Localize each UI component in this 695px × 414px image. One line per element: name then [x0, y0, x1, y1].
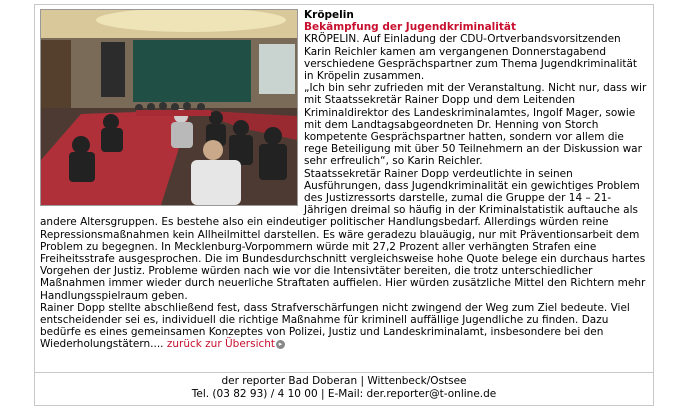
article-kicker: Kröpelin: [304, 9, 354, 21]
footer-divider: [35, 372, 653, 373]
article-body: [40, 9, 648, 351]
footer: [35, 375, 653, 401]
article-photo: [40, 9, 298, 206]
arrow-circle-icon[interactable]: ▸: [276, 340, 285, 349]
article-paragraph: „Ich bin sehr zufrieden mit der Veranstaltung. Nicht nur, dass wir mit Staatssekretär Rainer Dopp und dem Leitenden Kriminaldirektor des Landeskriminalamtes, Ingolf Mager, sowie mit dem Landtagsabgeordneten Dr. Henning von Storch kompetente Gesprächspartner hatten, sondern vor allem die rege Beteiligung mit über 50 Teilnehmern an der Diskussion war sehr erfreulich“, so Karin Reichler.: [304, 82, 647, 168]
back-to-overview-link[interactable]: zurück zur Übersicht: [166, 338, 276, 351]
article-frame: [34, 4, 654, 406]
footer-contact: Tel. (03 82 93) / 4 10 00 | E-Mail: der.reporter@t-online.de: [191, 388, 497, 400]
article-paragraph-text: Rainer Dopp stellte abschließend fest, dass Strafverschärfungen nicht zwingend der Weg zum Ziel bedeute. Viel entscheidender sei es, individuell die richtige Maßnahme für kriminell auffällige Jugendliche zu finden. Dazu bedürfe es eines gemeinsamen Konzeptes von Polizei, Justiz und Landeskriminalamt, insbesondere bei den Wiederholungstätern....: [40, 301, 630, 351]
article-headline: Bekämpfung der Jugendkriminalität: [304, 21, 517, 34]
meeting-photo-illustration: [41, 10, 297, 205]
article-paragraph-last: [40, 302, 648, 351]
article-paragraph: KRÖPELIN. Auf Einladung der CDU-Ortverbandsvorsitzenden Karin Reichler kamen am vergangenen Donnerstagabend verschiedene Gesprächspartner zum Thema Jugendkriminalität in Kröpelin zusammen.: [304, 33, 638, 83]
article-paragraph: Staatssekretär Rainer Dopp verdeutlichte in seinen Ausführungen, dass Jugendkriminalität ein gewichtiges Problem des Justizressorts darstelle, zumal die Gruppe der 14 – 21-Jährigen dreimal so häufig in der Kriminalstatistik auftauche als andere Altersgruppen. Es bestehe also ein eindeutiger politischer Handlungsbedarf. Allerdings würden reine Repressionsmaßnahmen kein Allheilmittel darstellen. Es wäre geradezu blauäugig, nur mit Präventionsarbeit dem Problem zu begegnen. In Mecklenburg-Vorpommern würde mit 27,2 Prozent aller verhängten Strafen eine Freiheitsstrafe ausgesprochen. Die im Bundesdurchschnitt vergleichsweise hohe Quote belege ein durchaus hartes Vorgehen der Justiz. Probleme würden nach wie vor die Intensivtäter bereiten, die trotz unterschiedlicher Maßnahmen immer wieder durch neuerliche Straftaten auffielen. Hier würden zusätzliche Mittel den Richtern mehr Handlungsspielraum geben.: [40, 167, 646, 302]
footer-address: der reporter Bad Doberan | Wittenbeck/Ostsee: [221, 375, 467, 387]
